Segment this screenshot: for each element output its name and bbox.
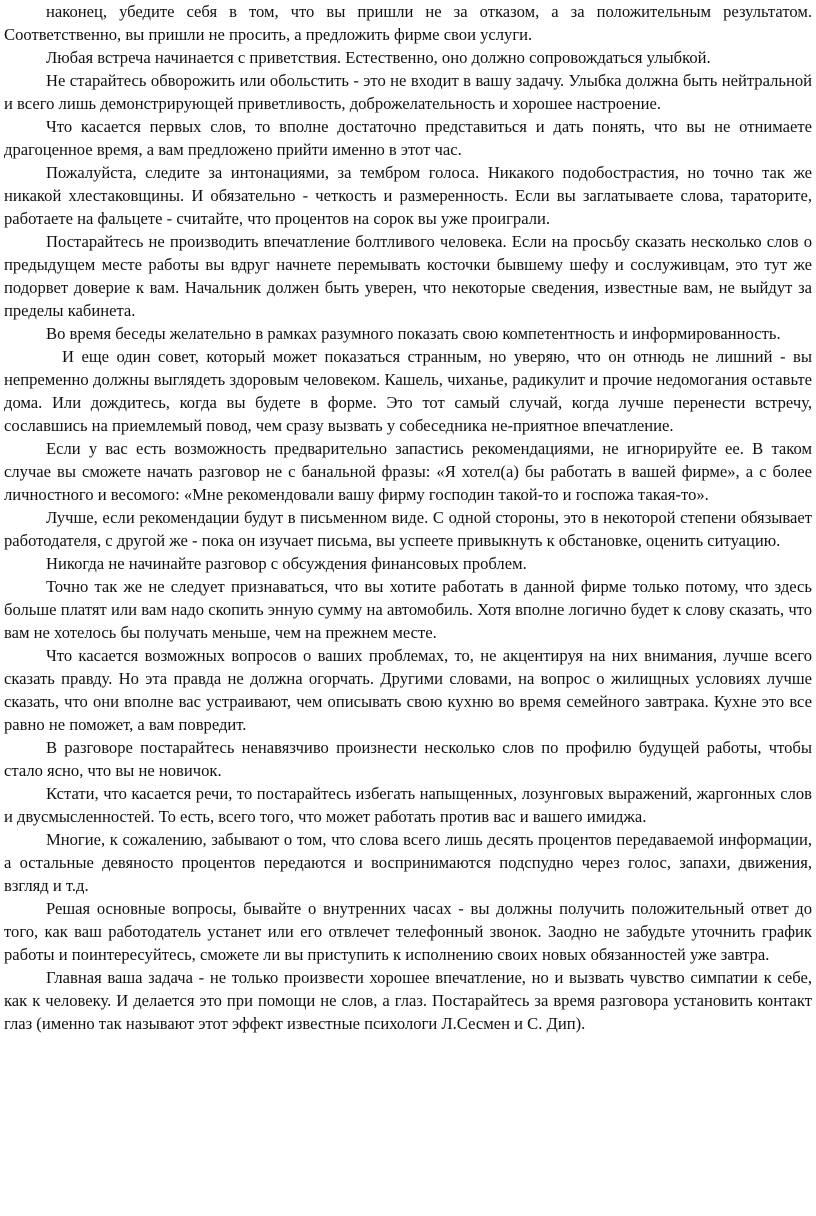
paragraph-5: Пожалуйста, следите за интонациями, за тембром голоса. Никакого подобострастия, но точно так же никакой хлестаковщины. И обязательно - четкость и размеренность. Если вы заглатываете слова, тараторите, работаете на фальцете - считайте, что процентов на сорок вы уже проиграли.: [4, 163, 812, 228]
paragraph-13: Что касается возможных вопросов о ваших проблемах, то, не акцентируя на них внимания, лучше всего сказать правду. Но эта правда не должна огорчать. Другими словами, на вопрос о жилищных условиях лучше сказать, что они вполне вас устраивают, чем описывать свою кухню во время семейного завтрака. Кухне это все равно не поможет, а вам повредит.: [4, 646, 812, 734]
paragraph-10: Лучше, если рекомендации будут в письменном виде. С одной стороны, это в некоторой степени обязывает работодателя, с другой же - пока он изучает письма, вы успеете привыкнуть к обстановке, оценить ситуацию.: [4, 508, 812, 550]
paragraph-12: Точно так же не следует признаваться, что вы хотите работать в данной фирме только потому, что здесь больше платят или вам надо скопить энную сумму на автомобиль. Хотя вполне логично будет к слову сказать, что вам не хотелось бы получать меньше, чем на прежнем месте.: [4, 577, 812, 642]
paragraph-2: Любая встреча начинается с приветствия. Естественно, оно должно сопровождаться улыбкой.: [46, 48, 711, 67]
paragraph-15: Кстати, что касается речи, то постарайтесь избегать напыщенных, лозунговых выражений, жаргонных слов и двусмысленностей. То есть, всего того, что может работать против вас и вашего имиджа.: [4, 784, 812, 826]
paragraph-9: Если у вас есть возможность предварительно запастись рекомендациями, не игнорируйте ее. В таком случае вы сможете начать разговор не с банальной фразы: «Я хотел(а) бы работать в вашей фирме», а с более личностного и весомого: «Мне рекомендовали вашу фирму господин такой-то и госпожа такая-то».: [4, 439, 812, 504]
paragraph-7: Во время беседы желательно в рамках разумного показать свою компетентность и информированность.: [46, 324, 781, 343]
paragraph-6: Постарайтесь не производить впечатление болтливого человека. Если на просьбу сказать несколько слов о предыдущем месте работы вы вдруг начнете перемывать косточки бывшему шефу и сослуживцам, это тут же подорвет доверие к вам. Начальник должен быть уверен, что некоторые сведения, известные вам, не выйдут за пределы кабинета.: [4, 232, 812, 320]
paragraph-18: Главная ваша задача - не только произвести хорошее впечатление, но и вызвать чувство симпатии к себе, как к человеку. И делается это при помощи не слов, а глаз. Постарайтесь за время разговора установить контакт глаз (именно так называют этот эффект известные психологи Л.Сесмен и С. Дип).: [4, 968, 812, 1033]
paragraph-4: Что касается первых слов, то вполне достаточно представиться и дать понять, что вы не отнимаете драгоценное время, а вам предложено прийти именно в этот час.: [4, 117, 812, 159]
paragraph-3: Не старайтесь обворожить или обольстить - это не входит в вашу задачу. Улыбка должна быть нейтральной и всего лишь демонстрирующей приветливость, доброжелательность и хорошее настроение.: [4, 71, 812, 113]
paragraph-8: И еще один совет, который может показаться странным, но уверяю, что он отнюдь не лишний - вы непременно должны выглядеть здоровым человеком. Кашель, чиханье, радикулит и прочие недомогания оставьте дома. Или дождитесь, когда вы будете в форме. Это тот самый случай, когда лучше перенести встречу, сославшись на приемлемый повод, чем сразу вызвать у собеседника не-приятное впечатление.: [4, 347, 812, 435]
paragraph-1: наконец, убедите себя в том, что вы пришли не за отказом, а за положительным результатом. Соответственно, вы пришли не просить, а предложить фирме свои услуги.: [4, 2, 812, 44]
paragraph-17: Решая основные вопросы, бывайте о внутренних часах - вы должны получить положительный ответ до того, как ваш работодатель устанет или его отвлечет телефонный звонок. Заодно не забудьте уточнить график работы и поинтересуйтесь, сможете ли вы приступить к исполнению своих новых обязанностей уже завтра.: [4, 899, 812, 964]
paragraph-16: Многие, к сожалению, забывают о том, что слова всего лишь десять процентов передаваемой информации, а остальные девяносто процентов передаются и воспринимаются подспудно через голос, запахи, движения, взгляд и т.д.: [4, 830, 812, 895]
paragraph-11: Никогда не начинайте разговор с обсуждения финансовых проблем.: [46, 554, 527, 573]
paragraph-14: В разговоре постарайтесь ненавязчиво произнести несколько слов по профилю будущей работы, чтобы стало ясно, что вы не новичок.: [4, 738, 812, 780]
